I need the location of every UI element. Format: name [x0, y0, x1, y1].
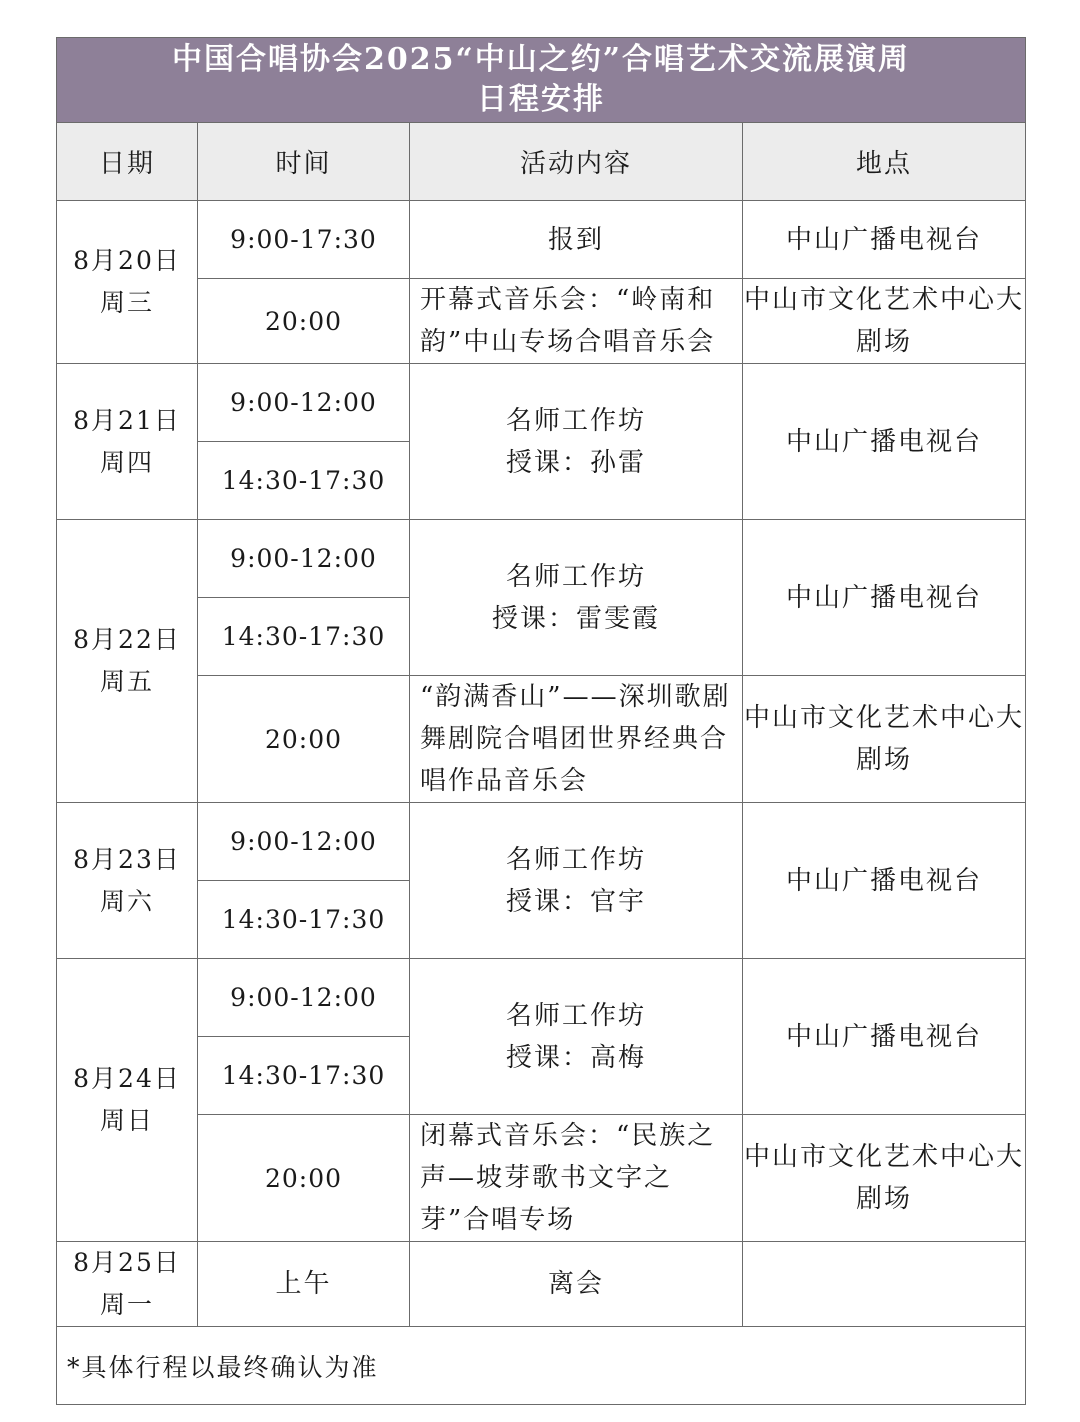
workshop-teacher: 授课：孙雷: [505, 447, 646, 478]
weekday-text: 周日: [99, 1106, 154, 1135]
header-time: 时间: [198, 123, 410, 201]
content-cell: [410, 364, 743, 520]
title-line-2: 日程安排: [477, 82, 605, 117]
weekday-text: 周三: [99, 288, 154, 317]
time-cell: 9:00-17:30: [198, 201, 410, 279]
workshop-teacher: 授课：高梅: [505, 1042, 646, 1073]
time-cell: 9:00-12:00: [198, 803, 410, 881]
weekday-text: 周一: [99, 1290, 154, 1319]
note-row: [57, 1327, 1026, 1405]
content-cell: “韵满香山”——深圳歌剧舞剧院合唱团世界经典合唱作品音乐会: [410, 676, 743, 803]
time-cell: 9:00-12:00: [198, 959, 410, 1037]
workshop-title: 名师工作坊: [505, 1000, 646, 1031]
date-cell: [57, 364, 198, 520]
table-row: [57, 1242, 1026, 1327]
location-cell: 中山广播电视台: [743, 520, 1026, 676]
time-cell: 14:30-17:30: [198, 881, 410, 959]
location-cell: 中山市文化艺术中心大剧场: [743, 279, 1026, 364]
schedule-note: *具体行程以最终确认为准: [57, 1327, 1026, 1405]
location-cell: 中山广播电视台: [743, 803, 1026, 959]
time-cell: 14:30-17:30: [198, 1037, 410, 1115]
date-cell: [57, 520, 198, 803]
weekday-text: 周四: [99, 447, 154, 477]
schedule-table: [56, 37, 1026, 1405]
location-cell: 中山广播电视台: [743, 364, 1026, 520]
schedule-document: [56, 37, 1025, 1405]
table-title: [57, 38, 1026, 123]
table-row: [57, 364, 1026, 442]
workshop-teacher: 授课：雷雯霞: [491, 603, 660, 634]
workshop-teacher: 授课：官宇: [505, 886, 646, 917]
table-row: [57, 279, 1026, 364]
date-text: 8月23日: [73, 844, 181, 874]
date-text: 8月22日: [73, 625, 181, 654]
time-cell: 14:30-17:30: [198, 598, 410, 676]
content-cell: 离会: [410, 1242, 743, 1327]
time-cell: 9:00-12:00: [198, 364, 410, 442]
table-row: [57, 1115, 1026, 1242]
header-content: 活动内容: [410, 123, 743, 201]
weekday-text: 周六: [99, 886, 154, 916]
time-cell: 上午: [198, 1242, 410, 1327]
time-cell: 14:30-17:30: [198, 442, 410, 520]
workshop-title: 名师工作坊: [505, 561, 646, 592]
workshop-title: 名师工作坊: [505, 405, 646, 436]
header-row: [57, 123, 1026, 201]
date-text: 8月20日: [73, 246, 181, 275]
date-cell: [57, 959, 198, 1242]
time-cell: 9:00-12:00: [198, 520, 410, 598]
table-row: [57, 520, 1026, 598]
date-text: 8月25日: [73, 1248, 181, 1277]
content-cell: [410, 803, 743, 959]
location-cell: 中山市文化艺术中心大剧场: [743, 1115, 1026, 1242]
content-cell: 报到: [410, 201, 743, 279]
location-cell: 中山市文化艺术中心大剧场: [743, 676, 1026, 803]
time-cell: 20:00: [198, 676, 410, 803]
date-cell: [57, 1242, 198, 1327]
table-row: [57, 959, 1026, 1037]
workshop-title: 名师工作坊: [505, 844, 646, 875]
content-cell: [410, 959, 743, 1115]
date-text: 8月24日: [73, 1064, 181, 1093]
table-row: [57, 201, 1026, 279]
header-date: 日期: [57, 123, 198, 201]
location-cell: 中山广播电视台: [743, 959, 1026, 1115]
location-cell: 中山广播电视台: [743, 201, 1026, 279]
title-line-1: 中国合唱协会2025“中山之约”合唱艺术交流展演周: [172, 42, 911, 77]
weekday-text: 周五: [99, 667, 154, 696]
location-cell: [743, 1242, 1026, 1327]
header-location: 地点: [743, 123, 1026, 201]
table-row: [57, 803, 1026, 881]
date-cell: [57, 803, 198, 959]
content-cell: [410, 520, 743, 676]
time-cell: 20:00: [198, 279, 410, 364]
date-cell: [57, 201, 198, 364]
content-cell: 闭幕式音乐会：“民族之声—坡芽歌书文字之芽”合唱专场: [410, 1115, 743, 1242]
table-row: [57, 676, 1026, 803]
content-cell: 开幕式音乐会：“岭南和韵”中山专场合唱音乐会: [410, 279, 743, 364]
date-text: 8月21日: [73, 405, 181, 435]
time-cell: 20:00: [198, 1115, 410, 1242]
